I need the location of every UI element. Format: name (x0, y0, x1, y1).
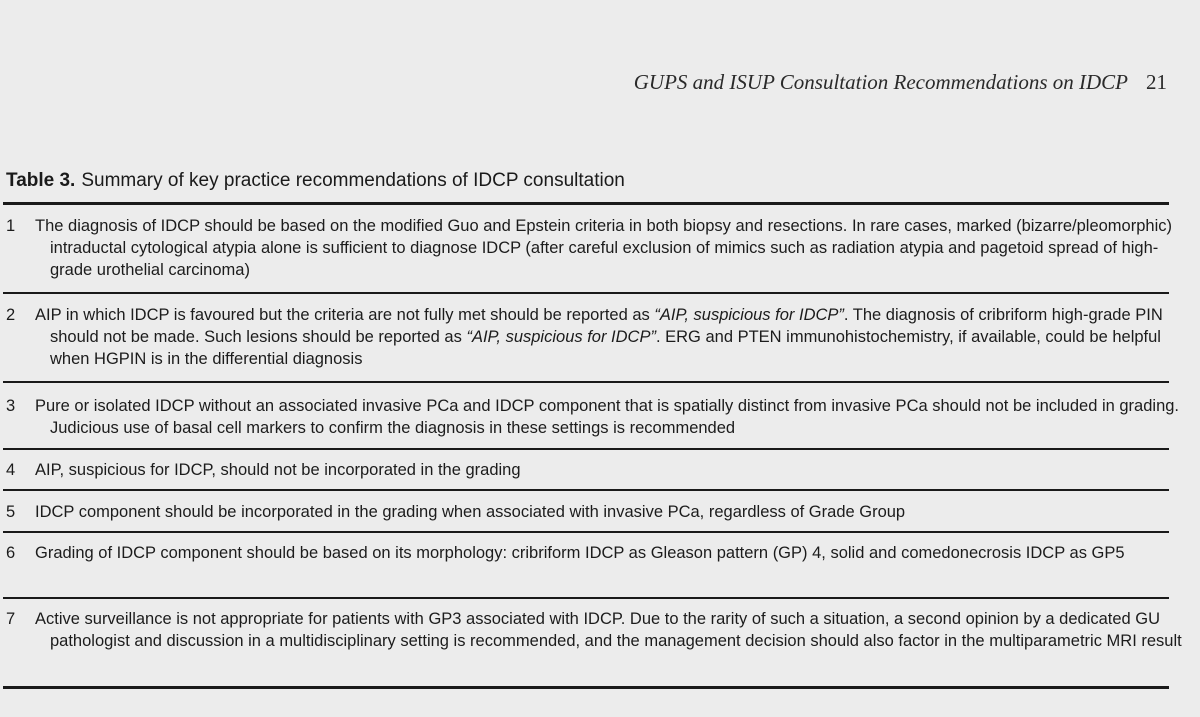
row-divider (3, 597, 1169, 599)
row-text (35, 215, 1190, 281)
table-caption (6, 170, 625, 192)
page-number: 21 (1146, 70, 1167, 94)
row-number: 4 (6, 461, 16, 479)
row-number: 5 (6, 503, 16, 521)
table-bottom-rule (3, 686, 1169, 689)
row-text-part: IDCP component should be incorporated in the grading when associated with invasive PCa, regardless of Grade Group (35, 503, 906, 521)
row-text (35, 395, 1190, 439)
table-top-rule (3, 202, 1169, 205)
row-text-italic: “AIP, suspicious for IDCP” (654, 306, 844, 324)
row-number: 3 (6, 397, 16, 415)
table-caption-label: Table 3. (6, 170, 76, 191)
running-title: GUPS and ISUP Consultation Recommendations on IDCP (633, 70, 1128, 94)
row-text (35, 542, 1190, 564)
row-text (35, 459, 1190, 481)
row-number: 6 (6, 544, 16, 562)
row-text (35, 501, 1190, 523)
row-divider (3, 381, 1169, 383)
row-divider (3, 292, 1169, 294)
row-text-part: . The diagnosis of cribriform high-grade PIN should not be made. Such lesions should be reported as (50, 306, 1163, 346)
row-text-italic: “AIP, suspicious for IDCP” (466, 328, 656, 346)
row-divider (3, 489, 1169, 491)
row-number: 7 (6, 610, 16, 628)
row-text (35, 608, 1190, 652)
table-caption-text: Summary of key practice recommendations of IDCP consultation (81, 170, 625, 191)
row-text-part: AIP in which IDCP is favoured but the criteria are not fully met should be reported as (35, 306, 655, 324)
row-number: 2 (6, 306, 16, 324)
row-text-part: AIP, suspicious for IDCP, should not be incorporated in the grading (35, 461, 521, 479)
row-number: 1 (6, 217, 16, 235)
row-divider (3, 448, 1169, 450)
row-text (35, 304, 1190, 370)
row-text-part: The diagnosis of IDCP should be based on the modified Guo and Epstein criteria in both biopsy and resections. In rare cases, marked (bizarre/pleomorphic) intraductal cytological atypia alone is sufficient to diagnose IDCP (after careful exclusion of mimics such as radiation atypia and pagetoid spread of high-grade urothelial carcinoma) (35, 217, 1172, 279)
running-head (634, 70, 1167, 95)
row-text-part: . ERG and PTEN immunohistochemistry, if available, could be helpful when HGPIN is in the differential diagnosis (50, 328, 1161, 368)
row-divider (3, 531, 1169, 533)
row-text-part: Grading of IDCP component should be based on its morphology: cribriform IDCP as Gleason pattern (GP) 4, solid and comedonecrosis IDCP as GP5 (35, 544, 1125, 562)
row-text-part: Pure or isolated IDCP without an associated invasive PCa and IDCP component that is spatially distinct from invasive PCa should not be included in grading. Judicious use of basal cell markers to confirm the diagnosis in these settings is recommended (35, 397, 1180, 437)
row-text-part: Active surveillance is not appropriate for patients with GP3 associated with IDCP. Due to the rarity of such a situation, a second opinion by a dedicated GU pathologist and discussion in a multidisciplinary setting is recommended, and the management decision should also factor in the multiparametric MRI result (35, 610, 1182, 650)
